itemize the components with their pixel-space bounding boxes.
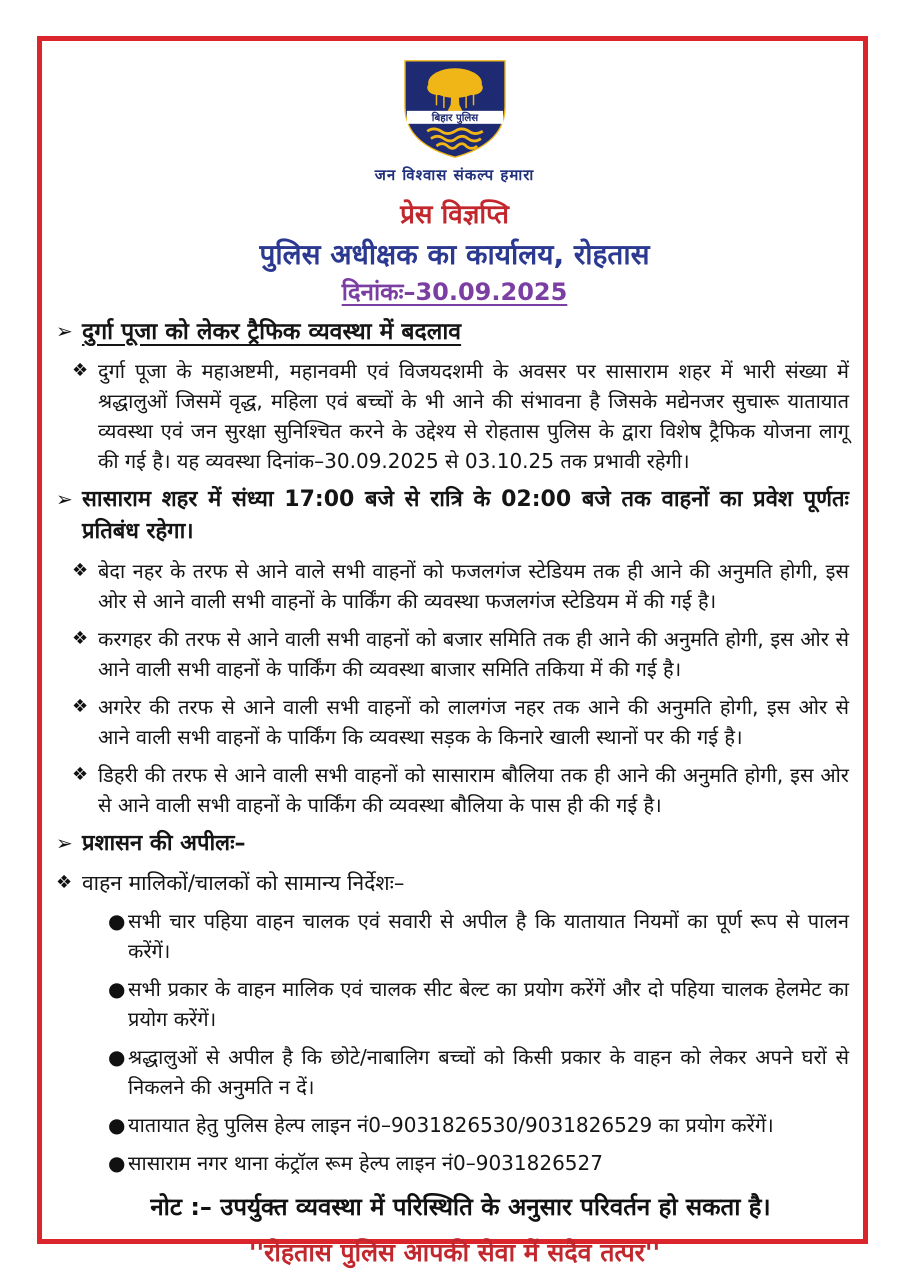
section1-title: दुर्गा पूजा को लेकर ट्रैफिक व्यवस्था में बदलाव [82, 319, 462, 345]
restriction-title: सासाराम शहर में संध्या 17:00 बजे से रात्रि के 02:00 बजे तक वाहनों का प्रवेश पूर्णतः प्रतिबंध रहेगा। [82, 487, 849, 544]
general-directions-title: वाहन मालिकों/चालकों को सामान्य निर्देशः– [82, 871, 405, 895]
diamond-bullet-icon: ❖ [56, 872, 73, 893]
diamond-bullet-icon: ❖ [72, 560, 89, 581]
arrow-bullet-icon: ➢ [56, 487, 73, 511]
dot-bullet-icon: ● [108, 1113, 126, 1137]
route-rule-text: करगहर की तरफ से आने वाली सभी वाहनों को बजार समिति तक ही आने की अनुमति होगी, इस ओर से आने वाली सभी वाहनों के पार्किंग की व्यवस्था बाजार समिति तकिया में की गई है। [98, 627, 849, 681]
route-rule-text: अगरेर की तरफ से आने वाली सभी वाहनों को लालगंज नहर तक आने की अनुमति होगी, इस ओर से आने वाली सभी वाहनों के पार्किंग कि व्यवस्था सड़क के किनारे खाली स्थानों पर की गई है। [98, 695, 849, 749]
route-rule-text: बेदा नहर के तरफ से आने वाले सभी वाहनों को फजलगंज स्टेडियम तक ही आने की अनुमति होगी, इस ओर से आने वाली सभी वाहनों के पार्किंग की व्यवस्था फजलगंज स्टेडियम में की गई है। [98, 559, 849, 613]
direction-text: यातायात हेतु पुलिस हेल्प लाइन नं0–9031826530/9031826529 का प्रयोग करेंगें। [128, 1113, 774, 1137]
direction-item-control-room [56, 1148, 853, 1178]
appeal-heading-row [56, 828, 853, 860]
logo-block [56, 59, 853, 185]
press-release-sheet [37, 36, 868, 1267]
arrow-bullet-icon: ➢ [56, 831, 73, 855]
sheet-content [42, 41, 863, 1275]
general-directions-heading-row [56, 868, 853, 898]
section1-heading-row [56, 316, 853, 348]
bihar-police-shield-icon [399, 59, 511, 159]
note-line: नोट :– उपर्युक्त व्यवस्था में परिस्थिति के अनुसार परिवर्तन हो सकता है। [150, 1193, 771, 1221]
route-rule-dihri [56, 760, 853, 820]
intro-paragraph: दुर्गा पूजा के महाअष्टमी, महानवमी एवं विजयदशमी के अवसर पर सासाराम शहर में भारी संख्या में श्रद्धालुओं जिसमें वृद्ध, महिला एवं बच्चों के भी आने की संभावना है जिसके मद्येनजर सुचारू यातायात व्यवस्था एवं जन सुरक्षा सुनिश्चित करने के उद्देश्य से रोहतास पुलिस के द्वारा विशेष ट्रैफिक योजना लागू की गई है। यह व्यवस्था दिनांक–30.09.2025 से 03.10.25 तक प्रभावी रहेगी। [98, 359, 849, 473]
diamond-bullet-icon: ❖ [72, 696, 89, 717]
dot-bullet-icon: ● [108, 1151, 126, 1175]
diamond-bullet-icon: ❖ [72, 764, 89, 785]
logo-banner-text: बिहार पुलिस [431, 113, 478, 125]
appeal-title: प्रशासन की अपीलः– [82, 831, 246, 856]
press-release-title: प्रेस विज्ञप्ति [400, 200, 509, 230]
office-title: पुलिस अधीक्षक का कार्यालय, रोहतास [259, 238, 650, 271]
direction-item [56, 974, 853, 1034]
dot-bullet-icon: ● [108, 977, 126, 1001]
intro-paragraph-row [56, 356, 853, 476]
direction-text: सभी चार पहिया वाहन चालक एवं सवारी से अपील है कि यातायात नियमों का पूर्ण रूप से पालन करेंगें। [128, 909, 849, 963]
direction-item [56, 906, 853, 966]
restriction-heading-row [56, 484, 853, 548]
direction-item-helpline [56, 1110, 853, 1140]
date-value: दिनांकः–30.09.2025 [341, 278, 568, 306]
direction-text: श्रद्धालुओं से अपील है कि छोटे/नाबालिग बच्चों को किसी प्रकार के वाहन को लेकर अपने घरों से निकलने की अनुमति न दें। [128, 1045, 849, 1099]
arrow-bullet-icon: ➢ [56, 319, 73, 343]
slogan-line: ''रोहतास पुलिस आपकी सेवा में सदैव तत्पर'' [248, 1238, 661, 1267]
route-rule-agrer [56, 692, 853, 752]
direction-text: सासाराम नगर थाना कंट्रॉल रूम हेल्प लाइन नं0–9031826527 [128, 1151, 603, 1175]
diamond-bullet-icon: ❖ [72, 360, 89, 381]
dot-bullet-icon: ● [108, 909, 126, 933]
direction-item [56, 1042, 853, 1102]
direction-text: सभी प्रकार के वाहन मालिक एवं चालक सीट बेल्ट का प्रयोग करेंगें और दो पहिया चालक हेलमेट का प्रयोग करेंगें। [128, 977, 849, 1031]
diamond-bullet-icon: ❖ [72, 628, 89, 649]
date-line [56, 275, 853, 308]
route-rule-kargahar [56, 624, 853, 684]
route-rule-text: डिहरी की तरफ से आने वाली सभी वाहनों को सासाराम बौलिया तक ही आने की अनुमति होगी, इस ओर से आने वाली सभी वाहनों के पार्किंग की व्यवस्था बौलिया के पास ही की गई है। [98, 763, 849, 817]
logo-tagline: जन विश्वास संकल्प हमारा [374, 166, 535, 184]
dot-bullet-icon: ● [108, 1045, 126, 1069]
route-rule-beda [56, 556, 853, 616]
